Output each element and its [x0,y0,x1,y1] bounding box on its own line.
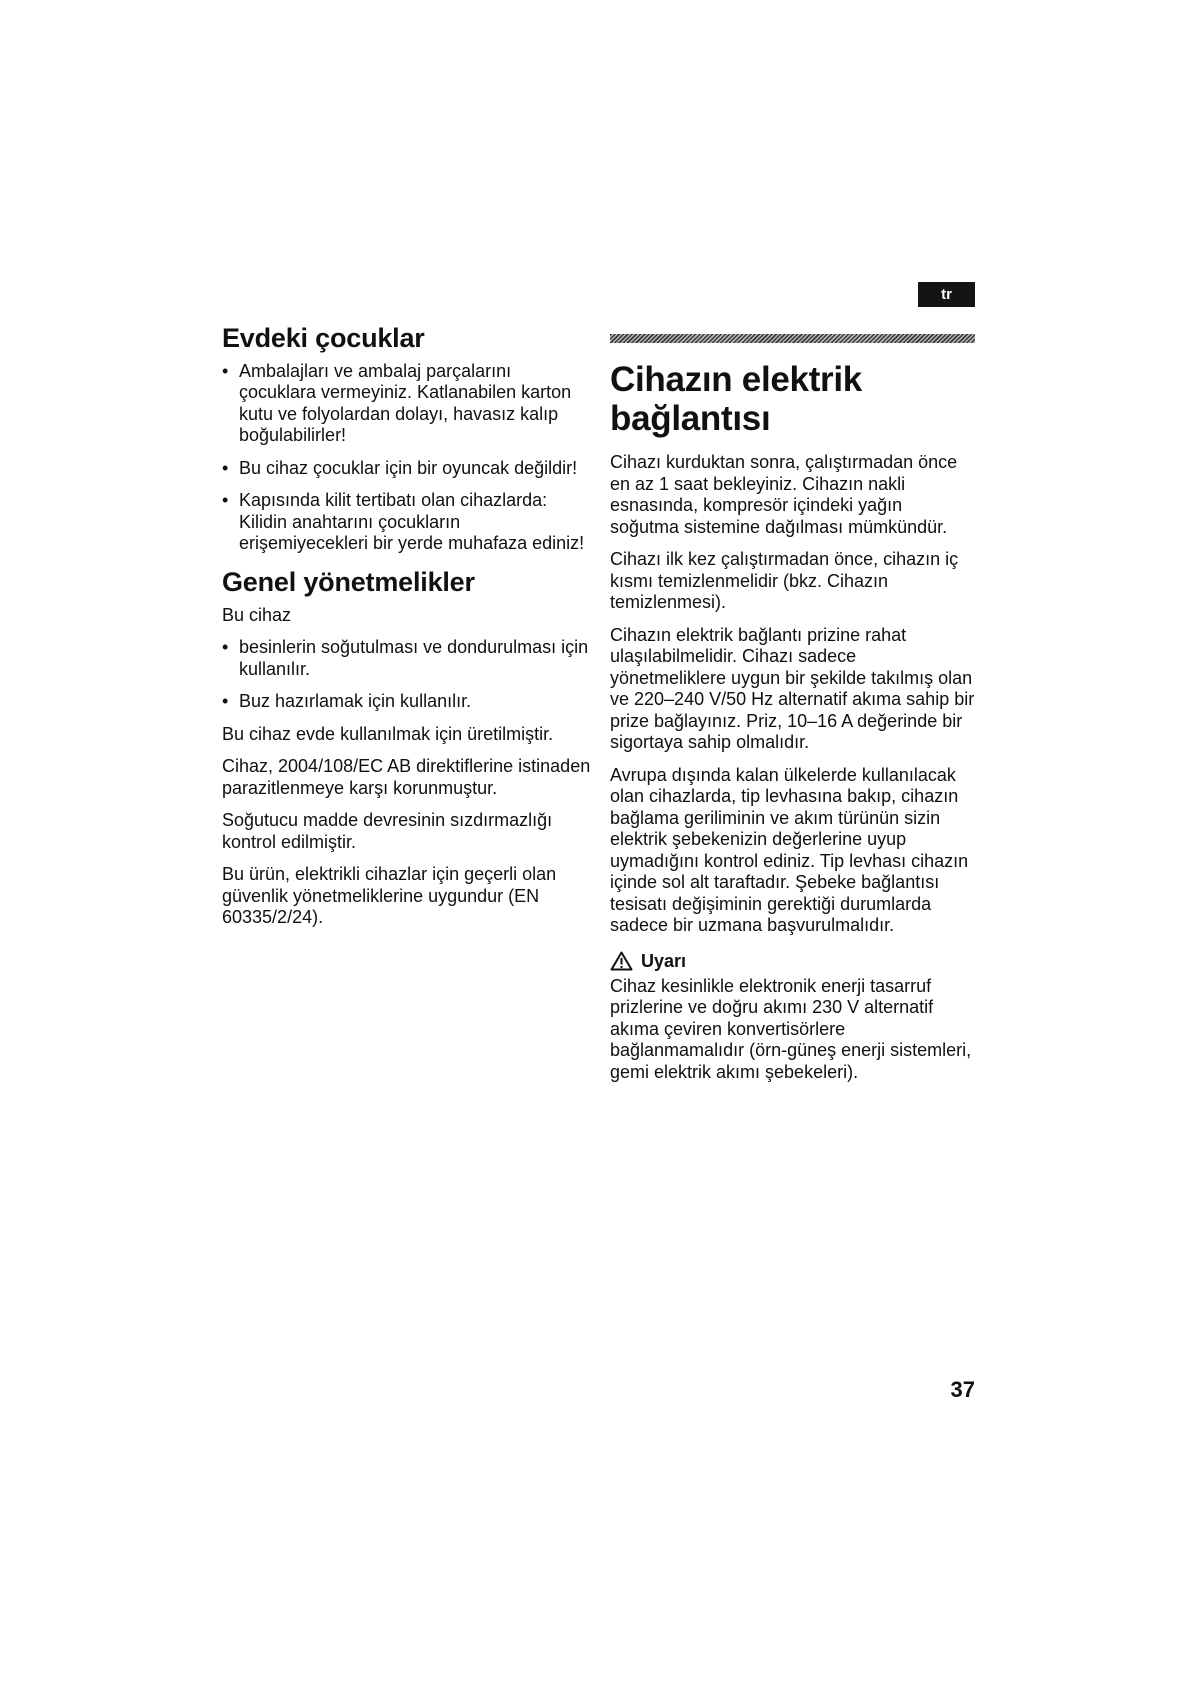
warning-label: Uyarı [641,950,687,971]
regulations-list [222,637,592,713]
connection-paragraph: Cihazı kurduktan sonra, çalıştırmadan önce en az 1 saat bekleyiniz. Cihazın nakli esnasında, kompresör içindeki yağın soğutma sistemine dağılması mümkündür. [610,452,958,537]
connection-paragraph: Avrupa dışında kalan ülkelerde kullanılacak olan cihazlarda, tip levhasına bakıp, cihazın bağlama geriliminin ve akım türünün sizin elektrik şebekenizin değerlerine uyup uymadığını kontrol ediniz. Tip levhası cihazın içinde sol alt taraftadır. Şebeke bağlantısı tesisatı değişiminin gerektiği durumlarda sadece bir uzmana başvurulmalıdır. [610,764,969,936]
left-column [222,322,592,940]
regulations-intro: Bu cihaz [222,604,292,625]
right-column [610,334,975,1094]
list-item: • besinlerin soğutulması ve dondurulması için kullanılır. [222,637,592,680]
connection-paragraph: Cihazın elektrik bağlantı prizine rahat ulaşılabilmelidir. Cihazı sadece yönetmeliklere uygun bir şekilde takılmış olan ve 220–240 V/50 Hz alternatif akıma sahip bir prize bağlayınız. Priz, 10–16 A değerinde bir sigortaya sahip olmalıdır. [610,624,975,753]
regulations-paragraph: Soğutucu madde devresinin sızdırmazlığı kontrol edilmiştir. [222,810,553,852]
warning-heading [610,951,975,972]
electrical-connection-title: Cihazın elektrik bağlantısı [610,360,862,439]
page-number: 37 [950,1377,975,1402]
list-item: • Ambalajları ve ambalaj parçalarını çocuklara vermeyiniz. Katlanabilen karton kutu ve folyolardan dolayı, havasız kalıp boğulabilirler! [222,361,592,447]
connection-paragraph: Cihazı ilk kez çalıştırmadan önce, cihazın iç kısmı temizlenmelidir (bkz. Cihazın temizlenmesi). [610,549,959,613]
children-list [222,361,592,555]
children-section-title: Evdeki çocuklar [222,323,425,353]
regulations-paragraph: Bu ürün, elektrikli cihazlar için geçerli olan güvenlik yönetmeliklerine uygundur (EN 60335/2/24). [222,864,557,928]
language-tab: tr [918,282,975,307]
regulations-paragraph: Cihaz, 2004/108/EC AB direktiflerine istinaden parazitlenmeye karşı korunmuştur. [222,756,591,798]
regulations-paragraph: Bu cihaz evde kullanılmak için üretilmiştir. [222,723,554,744]
section-divider-bar [610,334,975,343]
warning-text: Cihaz kesinlikle elektronik enerji tasarruf prizlerine ve doğru akımı 230 V alternatif akıma çeviren konvertisörlere bağlanmamalıdır (örn-güneş enerji sistemleri, gemi elektrik akımı şebekeleri). [610,975,972,1082]
list-item: • Buz hazırlamak için kullanılır. [222,691,592,713]
warning-triangle-icon [610,951,633,971]
list-item: • Kapısında kilit tertibatı olan cihazlarda: Kilidin anahtarını çocukların erişemiyecekleri bir yerde muhafaza ediniz! [222,490,592,555]
regulations-section-title: Genel yönetmelikler [222,566,475,597]
list-item: • Bu cihaz çocuklar için bir oyuncak değildir! [222,458,592,480]
